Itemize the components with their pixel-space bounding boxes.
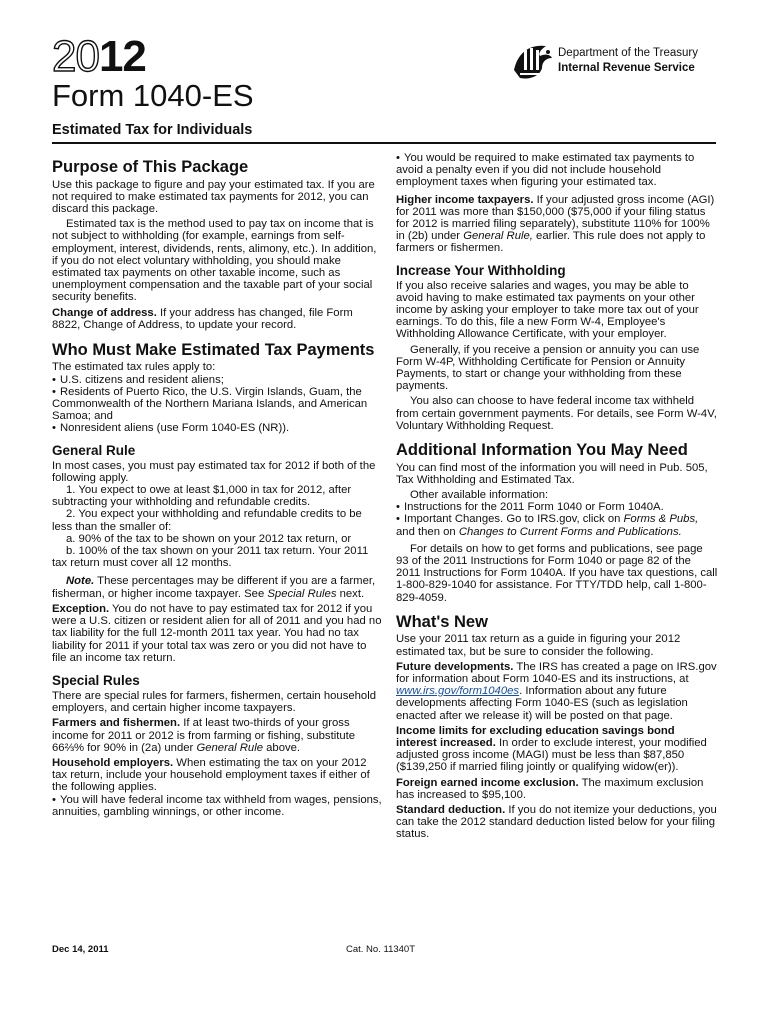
year-outline: 20 [52,32,99,81]
future-end: . Information about any future developments affecting Form 1040-ES (such as legislation enacted after we release it) will be posted on that page. [396,685,688,722]
note-paragraph [52,575,382,599]
irs-eagle-seal-icon [510,40,554,82]
year-solid: 12 [98,32,146,81]
form-year [52,32,146,81]
higher-label: Higher income taxpayers. [396,193,534,206]
change-text: If your address has changed, file Form 8822, Change of Address, to update your record. [52,306,353,331]
special-intro: There are special rules for farmers, fishermen, certain household employers, and certain higher income taxpayers. [52,689,376,715]
left-column [52,152,382,818]
future-text: The IRS has created a page on IRS.gov for information about Form 1040-ES and its instructions, at [396,660,717,685]
foreign-text: The maximum exclusion has increased to $95,100. [396,776,704,801]
general-item-a: a. 90% of the tax to be shown on your 2012 tax return, or [66,532,352,545]
future-label: Future developments. [396,660,514,673]
additional-b2-c: and then on [396,525,459,538]
additional-b2-d: Changes to Current Forms and Publications. [458,525,682,538]
who-intro: The estimated tax rules apply to: [52,361,216,374]
household-bullet-1: • You will have federal income tax withheld from wages, pensions, annuities, gambling winnings, or other income. [52,794,382,818]
foreign-label: Foreign earned income exclusion. [396,776,579,789]
note-end: next. [336,587,365,600]
additional-b2-b: Forms & Pubs, [623,513,699,526]
household-bullet-2: • You would be required to make estimated tax payments to avoid a penalty even if you did not include household employment taxes when figuring your estimated tax. [396,152,718,189]
right-column [396,152,718,844]
future-paragraph [396,661,718,722]
who-bullet-1: • U.S. citizens and resident aliens; [52,374,382,386]
general-item-2: 2. You expect your withholding and refundable credits to be less than the smaller of: [52,508,362,533]
income-text: In order to exclude interest, your modified adjusted gross income (MAGI) must be less than $87,850 ($139,250 if married filing jointly or qualifying widow(er)). [396,736,707,774]
farmers-label: Farmers and fishermen. [52,717,181,730]
change-label: Change of address. [52,306,157,319]
who-bullet-3: • Nonresident aliens (use Form 1040-ES (NR)). [52,422,382,434]
purpose-paragraph: Use this package to figure and pay your estimated tax. If you are not required to make estimated tax payments for 2012, you can discard this package. [52,178,375,215]
exception-paragraph [52,603,382,664]
form-title: Form 1040-ES [52,78,254,113]
general-item-b: b. 100% of the tax shown on your 2011 tax return. Your 2011 tax return must cover all 12 months. [52,545,369,570]
higher-ref: General Rule, [463,230,533,243]
purpose-paragraph-2: Estimated tax is the method used to pay tax on income that is not subject to withholding (for example, earnings from self-employment, interest, dividends, rents, alimony, etc.). In addition, if you do not elect voluntary withholding, you should make estimated tax payments on other taxable income, such as unemployment compensation and the taxable part of your social security benefits. [52,218,377,304]
standard-label: Standard deduction. [396,803,506,816]
whats-new-heading: What's New [396,612,488,631]
farmers-text: If at least two-thirds of your gross income for 2011 or 2012 is from farming or fishing, substitute 66⅔% for 90% in (2a) under [52,717,356,754]
foreign-paragraph [396,777,718,801]
household-label: Household employers. [52,756,174,769]
note-label: Note. [66,575,95,588]
household-text: When estimating the tax on your 2012 tax return, include your household employment taxes if either of the following applies. [52,756,370,794]
farmers-ref: General Rule [196,741,263,754]
withholding-paragraph-3: You also can choose to have federal income tax withheld from certain government payments. For details, see Form W-4V, Voluntary Withholding Request. [396,395,717,432]
general-intro: In most cases, you must pay estimated tax for 2012 if both of the following apply. [52,459,376,484]
header-rule [52,142,716,144]
agency-name: Internal Revenue Service [558,62,695,74]
additional-paragraph-1: You can find most of the information you will need in Pub. 505, Tax Withholding and Estimated Tax. [396,461,708,486]
footer-date: Dec 14, 2011 [52,944,109,955]
exception-label: Exception. [52,602,110,615]
additional-bullet-1: • Instructions for the 2011 Form 1040 or Form 1040A. [396,501,718,513]
additional-paragraph-2: For details on how to get forms and publications, see page 93 of the 2011 Instructions for Form 1040 or page 82 of the 2011 Instructions for Form 1040A. If you have tax questions, call 1-800-829-1040 for assistance. For TTY/TDD help, call 1-800-829-4059. [396,542,718,604]
change-of-address [52,307,382,331]
special-rules-heading: Special Rules [52,672,140,688]
form-subtitle: Estimated Tax for Individuals [52,122,253,138]
standard-text: If you do not itemize your deductions, you can take the 2012 standard deduction listed below for your filing status. [396,803,717,841]
who-heading: Who Must Make Estimated Tax Payments [52,340,375,359]
general-item-1: 1. You expect to owe at least $1,000 in tax for 2012, after subtracting your withholding and refundable credits. [52,484,352,509]
who-bullet-2: • Residents of Puerto Rico, the U.S. Virgin Islands, Guam, the Commonwealth of the Northern Mariana Islands, and American Samoa; and [52,386,382,423]
whats-new-intro: Use your 2011 tax return as a guide in figuring your 2012 estimated tax, but be sure to consider the following. [396,633,681,658]
future-link[interactable]: www.irs.gov/form1040es [396,685,520,698]
department-name: Department of the Treasury [558,47,698,59]
footer-catalog-number: Cat. No. 11340T [346,944,416,955]
farmers-end: above. [263,741,301,754]
note-text: These percentages may be different if you are a farmer, fisherman, or higher income taxpayer. See [52,575,376,600]
exception-text: You do not have to pay estimated tax for 2012 if you were a U.S. citizen or resident alien for all of 2011 and you had no tax liability for the full 12-month 2011 tax year. You had no tax liability for 2011 if your total tax was zero or you did not have to file an income tax return. [52,602,382,664]
additional-heading: Additional Information You May Need [396,441,688,460]
note-link: Special Rules [267,587,337,600]
higher-end: earlier. This rule does not apply to farmers or fishermen. [396,230,706,255]
higher-income-paragraph [396,194,718,255]
standard-paragraph [396,804,718,841]
higher-text: If your adjusted gross income (AGI) for 2011 was more than $150,000 ($75,000 if your filing status for 2012 is married filing separately), substitute 110% for 100% in (2b) under [396,193,715,243]
additional-b2-a: Important Changes. Go to IRS.gov, click on [403,513,624,526]
agency-block [510,40,720,80]
income-limits-paragraph [396,725,718,774]
additional-other: Other available information: [410,488,549,501]
household-paragraph [52,757,382,794]
withholding-paragraph-1: If you also receive salaries and wages, you may be able to avoid having to make estimated tax payments on your other income by asking your employer to take more tax out of your earnings. To do this, file a new Form W-4, Employee's Withholding Allowance Certificate, with your employer. [396,279,699,341]
additional-bullet-2 [396,513,718,537]
farmers-paragraph [52,717,382,754]
withholding-heading: Increase Your Withholding [396,262,566,278]
withholding-paragraph-2: Generally, if you receive a pension or annuity you can use Form W-4P, Withholding Certificate for Pension or Annuity Payments, to start or change your withholding from these payments. [396,343,700,393]
purpose-heading: Purpose of This Package [52,158,249,176]
income-label: Income limits for excluding education savings bond interest increased. [396,724,675,749]
general-rule-heading: General Rule [52,442,136,458]
